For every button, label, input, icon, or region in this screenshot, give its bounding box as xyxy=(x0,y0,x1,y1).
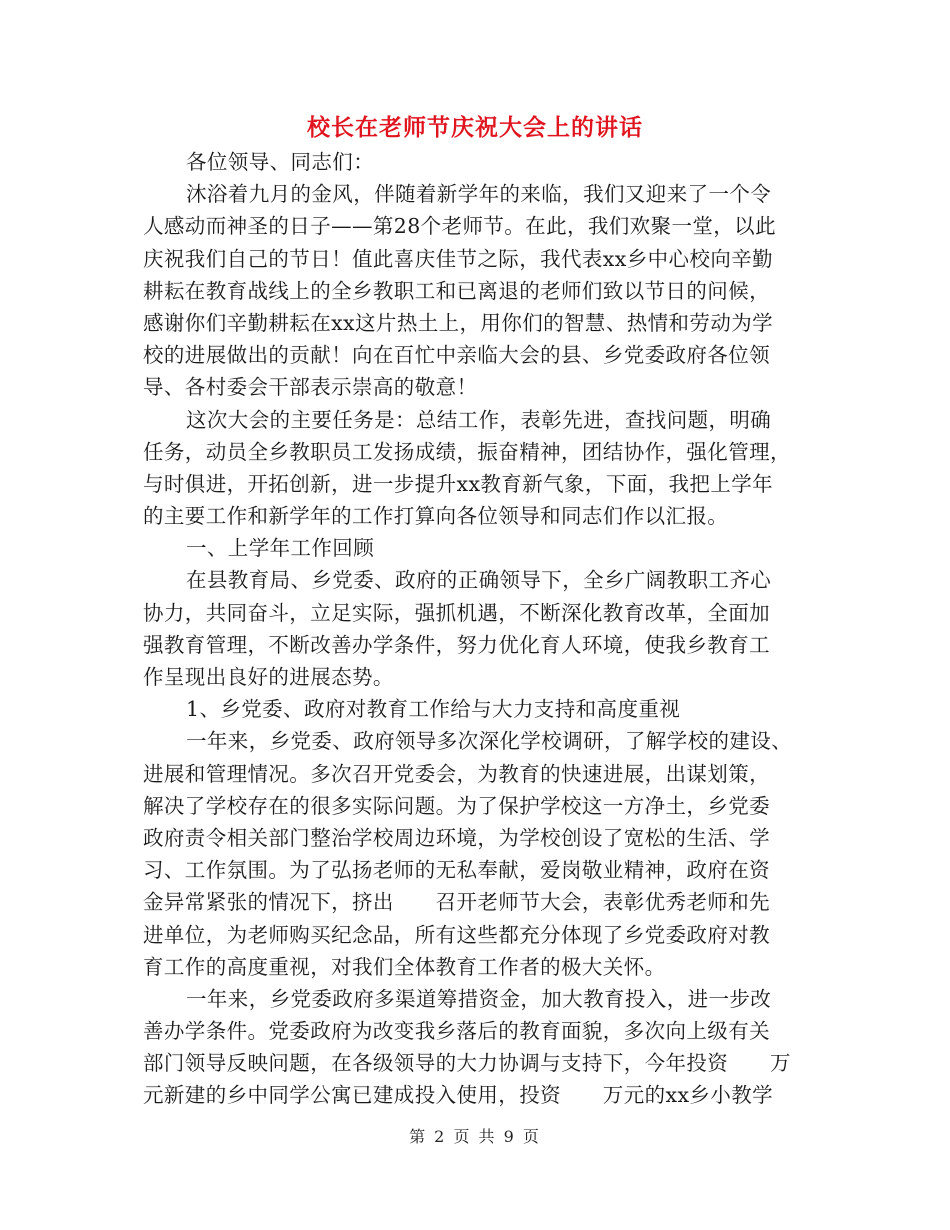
text-line: 政府责令相关部门整治学校周边环境，为学校创设了宽松的生活、学 xyxy=(143,825,770,850)
text-line: 习、工作氛围。为了弘扬老师的无私奉献，爱岗敬业精神，政府在资 xyxy=(143,858,770,883)
document-title: 校长在老师节庆祝大会上的讲话 xyxy=(307,114,643,141)
text-line: 进单位，为老师购买纪念品，所有这些都充分体现了乡党委政府对教 xyxy=(143,922,770,947)
text-line: 人感动而神圣的日子——第28个老师节。在此，我们欢聚一堂，以此 xyxy=(143,214,776,239)
text-line: 金异常紧张的情况下，挤出 召开老师节大会，表彰优秀老师和先 xyxy=(143,890,770,915)
text-line: 任务，动员全乡教职员工发扬成绩，振奋精神，团结协作，强化管理， xyxy=(143,439,791,464)
page-footer: 第 2 页 共 9 页 xyxy=(409,1127,541,1146)
text-line: 感谢你们辛勤耕耘在xx这片热土上，用你们的智慧、热情和劳动为学 xyxy=(143,310,774,335)
text-line: 这次大会的主要任务是：总结工作，表彰先进，查找问题，明确 xyxy=(186,407,772,432)
text-line: 一年来，乡党委、政府领导多次深化学校调研，了解学校的建设、 xyxy=(186,729,793,754)
text-line: 与时俱进，开拓创新，进一步提升xx教育新气象，下面，我把上学年 xyxy=(143,471,774,496)
text-line: 的主要工作和新学年的工作打算向各位领导和同志们作以汇报。 xyxy=(143,504,729,529)
text-line: 沐浴着九月的金风，伴随着新学年的来临，我们又迎来了一个令 xyxy=(186,182,772,207)
text-line: 在县教育局、乡党委、政府的正确领导下，全乡广阔教职工齐心 xyxy=(186,568,772,593)
text-line: 导、各村委会干部表示崇高的敬意！ xyxy=(143,375,478,400)
text-line: 一年来，乡党委政府多渠道筹措资金，加大教育投入，进一步改 xyxy=(186,986,772,1011)
text-line: 元新建的乡中同学公寓已建成投入使用，投资 万元的xx乡小教学 xyxy=(143,1083,774,1108)
text-line: 作呈现出良好的进展态势。 xyxy=(143,665,394,689)
text-line: 各位领导、同志们： xyxy=(186,150,375,174)
text-line: 耕耘在教育战线上的全乡教职工和已离退的老师们致以节日的问候， xyxy=(143,278,770,303)
text-line: 一、上学年工作回顾 xyxy=(186,536,375,561)
text-line: 善办学条件。党委政府为改变我乡落后的教育面貌，多次向上级有关 xyxy=(143,1019,770,1044)
text-line: 进展和管理情况。多次召开党委会，为教育的快速进展，出谋划策， xyxy=(143,761,770,786)
text-line: 校的进展做出的贡献！向在百忙中亲临大会的县、乡党委政府各位领 xyxy=(143,343,770,368)
text-line: 协力，共同奋斗，立足实际，强抓机遇，不断深化教育改革，全面加 xyxy=(143,600,770,625)
text-line: 育工作的高度重视，对我们全体教育工作者的极大关怀。 xyxy=(143,954,666,979)
text-line: 解决了学校存在的很多实际问题。为了保护学校这一方净土，乡党委 xyxy=(143,793,770,818)
text-line: 庆祝我们自己的节日！值此喜庆佳节之际，我代表xx乡中心校向辛勤 xyxy=(143,246,774,271)
text-line: 部门领导反映问题，在各级领导的大力协调与支持下，今年投资 万 xyxy=(143,1051,791,1076)
document-body xyxy=(143,146,815,1112)
text-line: 1、乡党委、政府对教育工作给与大力支持和高度重视 xyxy=(186,697,681,722)
text-line: 强教育管理，不断改善办学条件，努力优化育人环境，使我乡教育工 xyxy=(143,632,770,657)
